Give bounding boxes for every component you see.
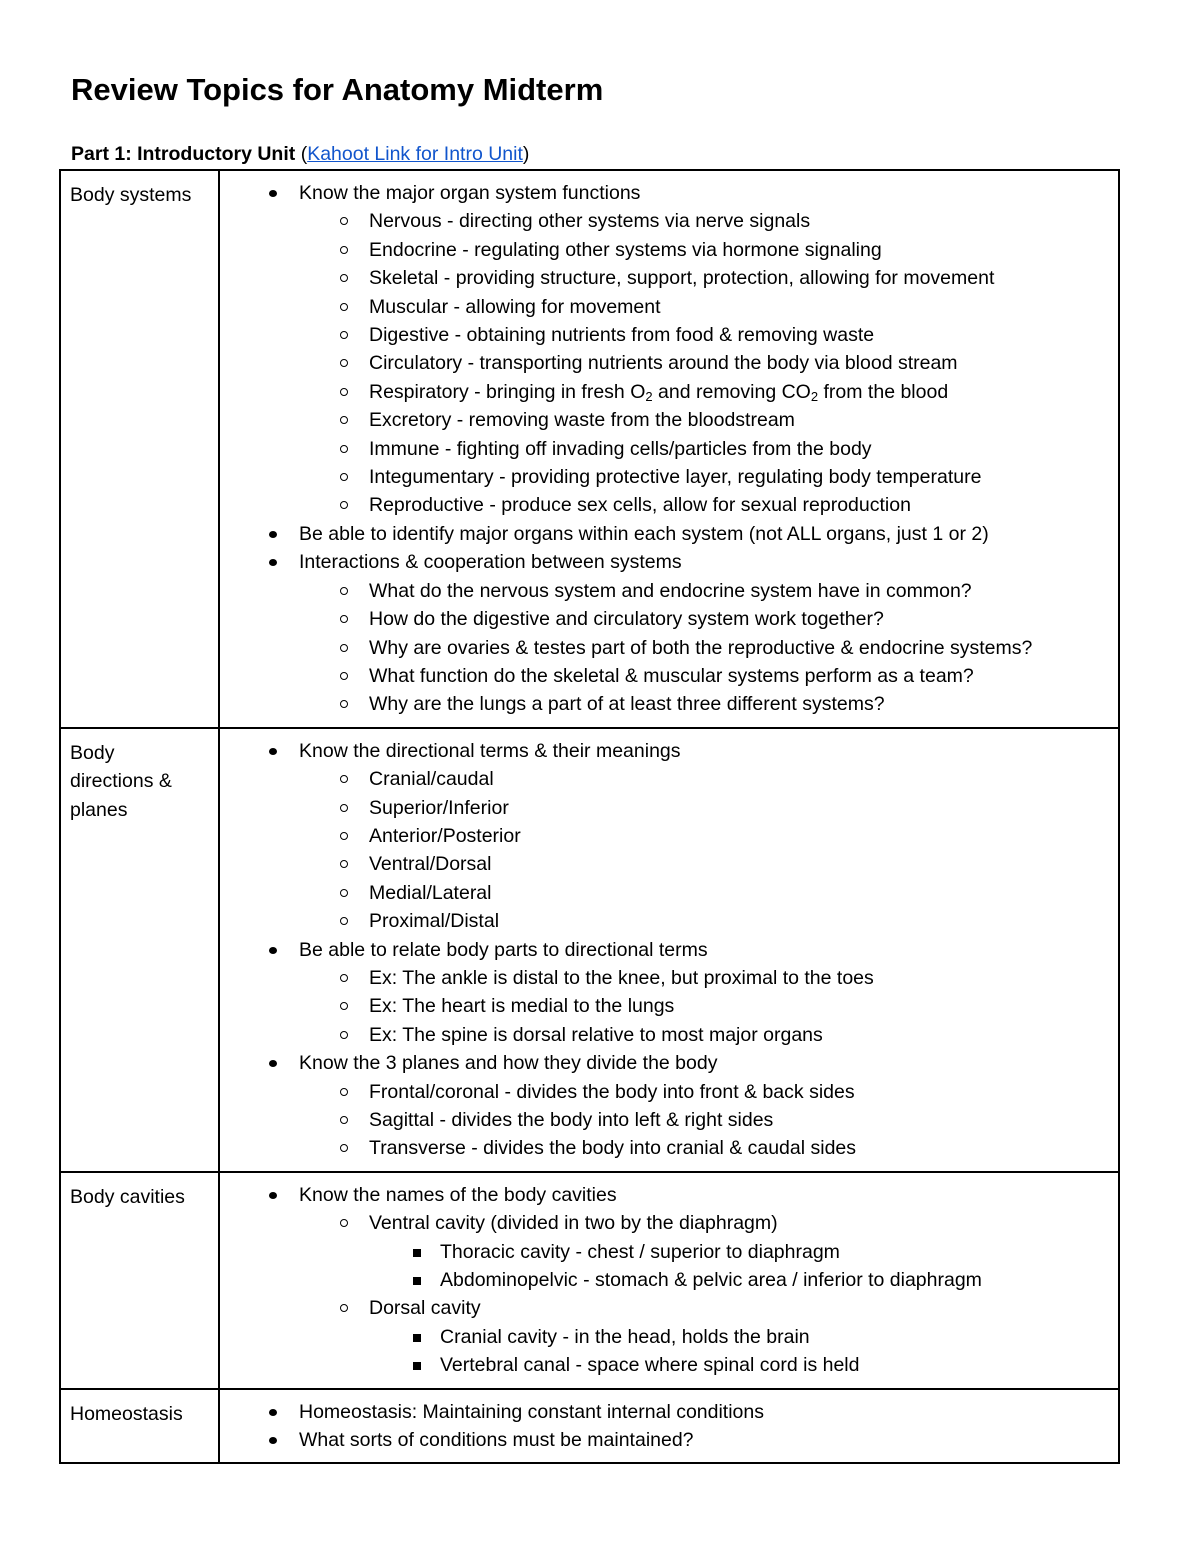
list-item: Know the directional terms & their meanings bbox=[220, 737, 1112, 765]
bullet-disc-icon bbox=[269, 190, 277, 197]
list-item: Why are ovaries & testes part of both the reproductive & endocrine systems? bbox=[220, 634, 1112, 662]
list-item: Know the 3 planes and how they divide the body bbox=[220, 1049, 1112, 1077]
bullet-circle-icon bbox=[340, 246, 348, 254]
list-item: Dorsal cavity bbox=[220, 1294, 1112, 1322]
bullet-disc-icon bbox=[269, 1409, 277, 1416]
list-item: Vertebral canal - space where spinal cord is held bbox=[220, 1351, 1112, 1379]
bullet-disc-icon bbox=[269, 559, 277, 566]
list-item: Why are the lungs a part of at least three different systems? bbox=[220, 690, 1112, 718]
bullet-circle-icon bbox=[340, 917, 348, 925]
section-label: Part 1: Introductory Unit bbox=[71, 143, 296, 165]
list-item: Thoracic cavity - chest / superior to diaphragm bbox=[220, 1238, 1112, 1266]
list-item: Ventral/Dorsal bbox=[220, 850, 1112, 878]
bullet-circle-icon bbox=[340, 587, 348, 595]
bullet-circle-icon bbox=[340, 501, 348, 509]
list-item: Medial/Lateral bbox=[220, 879, 1112, 907]
bullet-circle-icon bbox=[340, 331, 348, 339]
bullet-circle-icon bbox=[340, 359, 348, 367]
list-item: What function do the skeletal & muscular systems perform as a team? bbox=[220, 662, 1112, 690]
content-cell bbox=[219, 1389, 1119, 1464]
list-item: Excretory - removing waste from the bloodstream bbox=[220, 406, 1112, 434]
bullet-circle-icon bbox=[340, 775, 348, 783]
bullet-circle-icon bbox=[340, 388, 348, 396]
topic-homeostasis: Homeostasis bbox=[70, 1402, 183, 1425]
bullet-square-icon bbox=[413, 1362, 421, 1370]
list-item: Abdominopelvic - stomach & pelvic area / inferior to diaphragm bbox=[220, 1266, 1112, 1294]
content-cell bbox=[219, 1172, 1119, 1389]
bullet-disc-icon bbox=[269, 1060, 277, 1067]
list-item: Anterior/Posterior bbox=[220, 822, 1112, 850]
list-item: Ventral cavity (divided in two by the diaphragm) bbox=[220, 1209, 1112, 1237]
topic-body-directions: Body directions & planes bbox=[70, 741, 172, 821]
list-item: Skeletal - providing structure, support, protection, allowing for movement bbox=[220, 264, 1112, 292]
bullet-disc-icon bbox=[269, 1437, 277, 1444]
bullet-circle-icon bbox=[340, 217, 348, 225]
list-item: Ex: The spine is dorsal relative to most major organs bbox=[220, 1021, 1112, 1049]
list-item: Sagittal - divides the body into left & right sides bbox=[220, 1106, 1112, 1134]
table-row bbox=[60, 1172, 1119, 1389]
bullet-disc-icon bbox=[269, 947, 277, 954]
list-item: Ex: The ankle is distal to the knee, but proximal to the toes bbox=[220, 964, 1112, 992]
bullet-circle-icon bbox=[340, 889, 348, 897]
list-item: Know the names of the body cavities bbox=[220, 1181, 1112, 1209]
list-item: Endocrine - regulating other systems via hormone signaling bbox=[220, 236, 1112, 264]
list-item: Immune - fighting off invading cells/particles from the body bbox=[220, 435, 1112, 463]
list-item: Muscular - allowing for movement bbox=[220, 293, 1112, 321]
topic-body-systems: Body systems bbox=[70, 184, 192, 206]
bullet-circle-icon bbox=[340, 1088, 348, 1096]
list-item: Integumentary - providing protective layer, regulating body temperature bbox=[220, 463, 1112, 491]
paren-close: ) bbox=[522, 143, 530, 165]
bullet-circle-icon bbox=[340, 445, 348, 453]
content-cell bbox=[219, 728, 1119, 1172]
list-item: Reproductive - produce sex cells, allow for sexual reproduction bbox=[220, 491, 1112, 519]
list-item: What do the nervous system and endocrine system have in common? bbox=[220, 577, 1112, 605]
table-row bbox=[60, 728, 1119, 1172]
list-item: Know the major organ system functions bbox=[220, 179, 1112, 207]
list-item: Be able to identify major organs within each system (not ALL organs, just 1 or 2) bbox=[220, 520, 1112, 548]
list-item: Homeostasis: Maintaining constant internal conditions bbox=[220, 1398, 1112, 1426]
bullet-circle-icon bbox=[340, 644, 348, 652]
list-item: Respiratory - bringing in fresh $O_2$ and removing $CO_2$ from the blood bbox=[220, 378, 1112, 406]
topic-cell bbox=[60, 1389, 219, 1464]
bullet-square-icon bbox=[413, 1277, 421, 1285]
list-item: Transverse - divides the body into cranial & caudal sides bbox=[220, 1134, 1112, 1162]
table-row bbox=[60, 170, 1119, 728]
bullet-circle-icon bbox=[340, 1219, 348, 1227]
list-item: Cranial/caudal bbox=[220, 765, 1112, 793]
bullet-circle-icon bbox=[340, 1031, 348, 1039]
section-heading bbox=[71, 141, 529, 167]
topic-cell bbox=[60, 1172, 219, 1389]
bullet-circle-icon bbox=[340, 700, 348, 708]
content-cell bbox=[219, 170, 1119, 728]
bullet-circle-icon bbox=[340, 274, 348, 282]
kahoot-link[interactable]: Kahoot Link for Intro Unit bbox=[307, 143, 523, 165]
bullet-circle-icon bbox=[340, 473, 348, 481]
list-item: Digestive - obtaining nutrients from food & removing waste bbox=[220, 321, 1112, 349]
list-item: Cranial cavity - in the head, holds the brain bbox=[220, 1323, 1112, 1351]
bullet-circle-icon bbox=[340, 804, 348, 812]
bullet-circle-icon bbox=[340, 1304, 348, 1312]
bullet-circle-icon bbox=[340, 672, 348, 680]
topic-body-cavities: Body cavities bbox=[70, 1185, 185, 1208]
bullet-circle-icon bbox=[340, 416, 348, 424]
bullet-circle-icon bbox=[340, 832, 348, 840]
bullet-circle-icon bbox=[340, 303, 348, 311]
bullet-circle-icon bbox=[340, 1116, 348, 1124]
bullet-circle-icon bbox=[340, 974, 348, 982]
bullet-disc-icon bbox=[269, 531, 277, 538]
bullet-square-icon bbox=[413, 1334, 421, 1342]
list-item: What sorts of conditions must be maintained? bbox=[220, 1426, 1112, 1454]
list-item: How do the digestive and circulatory system work together? bbox=[220, 605, 1112, 633]
list-item: Ex: The heart is medial to the lungs bbox=[220, 992, 1112, 1020]
bullet-square-icon bbox=[413, 1249, 421, 1257]
bullet-disc-icon bbox=[269, 1192, 277, 1199]
list-item: Circulatory - transporting nutrients around the body via blood stream bbox=[220, 349, 1112, 377]
table-row bbox=[60, 1389, 1119, 1464]
list-item: Nervous - directing other systems via nerve signals bbox=[220, 207, 1112, 235]
list-item: Interactions & cooperation between systems bbox=[220, 548, 1112, 576]
list-item: Superior/Inferior bbox=[220, 794, 1112, 822]
bullet-circle-icon bbox=[340, 860, 348, 868]
bullet-disc-icon bbox=[269, 748, 277, 755]
paren-open: ( bbox=[300, 143, 308, 165]
bullet-circle-icon bbox=[340, 615, 348, 623]
list-item: Frontal/coronal - divides the body into front & back sides bbox=[220, 1078, 1112, 1106]
bullet-circle-icon bbox=[340, 1002, 348, 1010]
list-item: Be able to relate body parts to directional terms bbox=[220, 936, 1112, 964]
document-title: Review Topics for Anatomy Midterm bbox=[71, 72, 604, 107]
topic-cell bbox=[60, 728, 219, 1172]
list-item: Proximal/Distal bbox=[220, 907, 1112, 935]
review-table bbox=[59, 169, 1120, 1464]
topic-cell bbox=[60, 170, 219, 728]
bullet-circle-icon bbox=[340, 1144, 348, 1152]
